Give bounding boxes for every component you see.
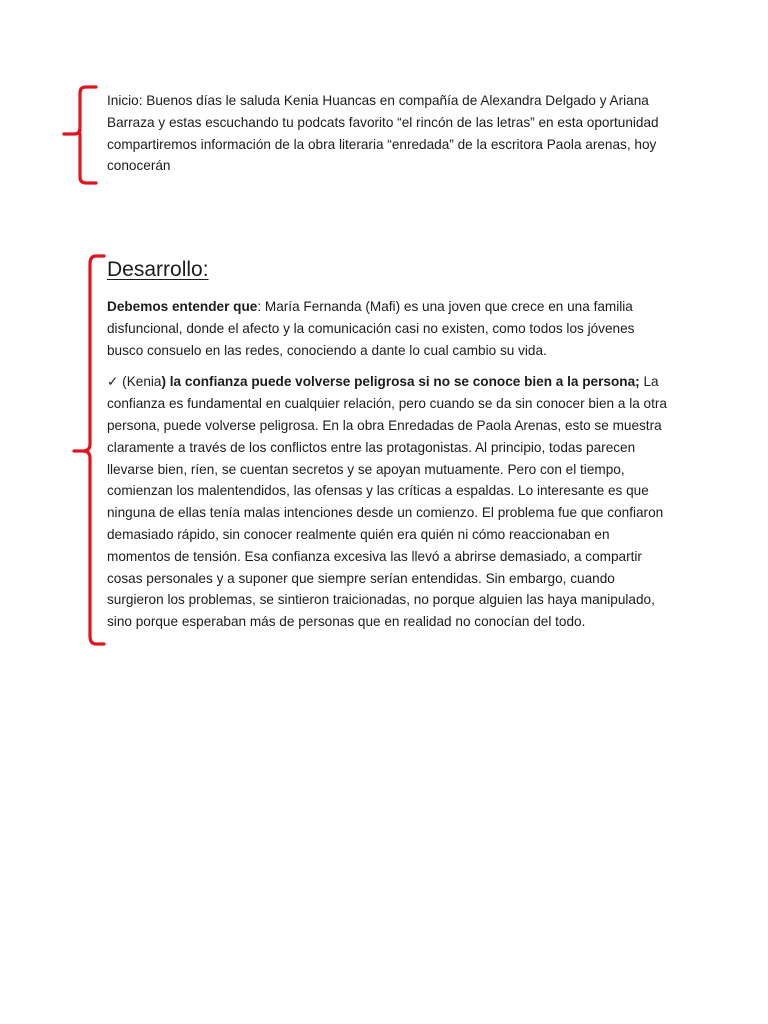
- development-paragraph-1: [107, 296, 667, 361]
- check-mark-icon: ✓: [107, 374, 119, 390]
- paragraph-1-text: : María Fernanda (Mafi) es una joven que crece en una familia disfuncional, donde el afecto y la comunicación casi no existen, como todos los jóvenes busco consuelo en las redes, conociendo a dante lo cual cambio su vida.: [107, 299, 635, 358]
- development-paragraph-2: [107, 371, 667, 633]
- paragraph-2-text: La confianza es fundamental en cualquier relación, pero cuando se da sin conocer bien a la otra persona, puede volverse peligrosa. En la obra Enredadas de Paola Arenas, esto se muestra claramente a través de los conflictos entre las protagonistas. Al principio, todas parecen llevarse bien, ríen, se cuentan secretos y se apoyan mutuamente. Pero con el tiempo, comienzan los malentendidos, las ofensas y las críticas a espaldas. Lo interesante es que ninguna de ellas tenía malas intenciones desde un comienzo. El problema fue que confiaron demasiado rápido, sin conocer realmente quién era quién ni cómo reaccionaban en momentos de tensión. Esa confianza excesiva las llevó a abrirse demasiado, a compartir cosas personales y a suponer que siempre serían entendidas. Sin embargo, cuando surgieron los problemas, se sintieron traicionadas, no porque alguien las haya manipulado, sino porque esperaban más de personas que en realidad no conocían del todo.: [107, 374, 667, 630]
- intro-text: Inicio: Buenos días le saluda Kenia Huancas en compañía de Alexandra Delgado y Ariana Barraza y estas escuchando tu podcats favorito “el rincón de las letras” en esta oportunidad compartiremos información de la obra literaria “enredada” de la escritora Paola arenas, hoy conocerán: [107, 93, 659, 174]
- development-section: [107, 255, 667, 643]
- development-heading: Desarrollo:: [107, 258, 209, 281]
- intro-bracket: [60, 84, 104, 190]
- paragraph-1-bold-lead: Debemos entender que: [107, 299, 258, 314]
- speaker-label: (Kenia: [118, 374, 162, 390]
- intro-paragraph: [107, 90, 667, 177]
- paragraph-2-bold-lead: ) la confianza puede volverse peligrosa si no se conoce bien a la persona;: [161, 374, 640, 390]
